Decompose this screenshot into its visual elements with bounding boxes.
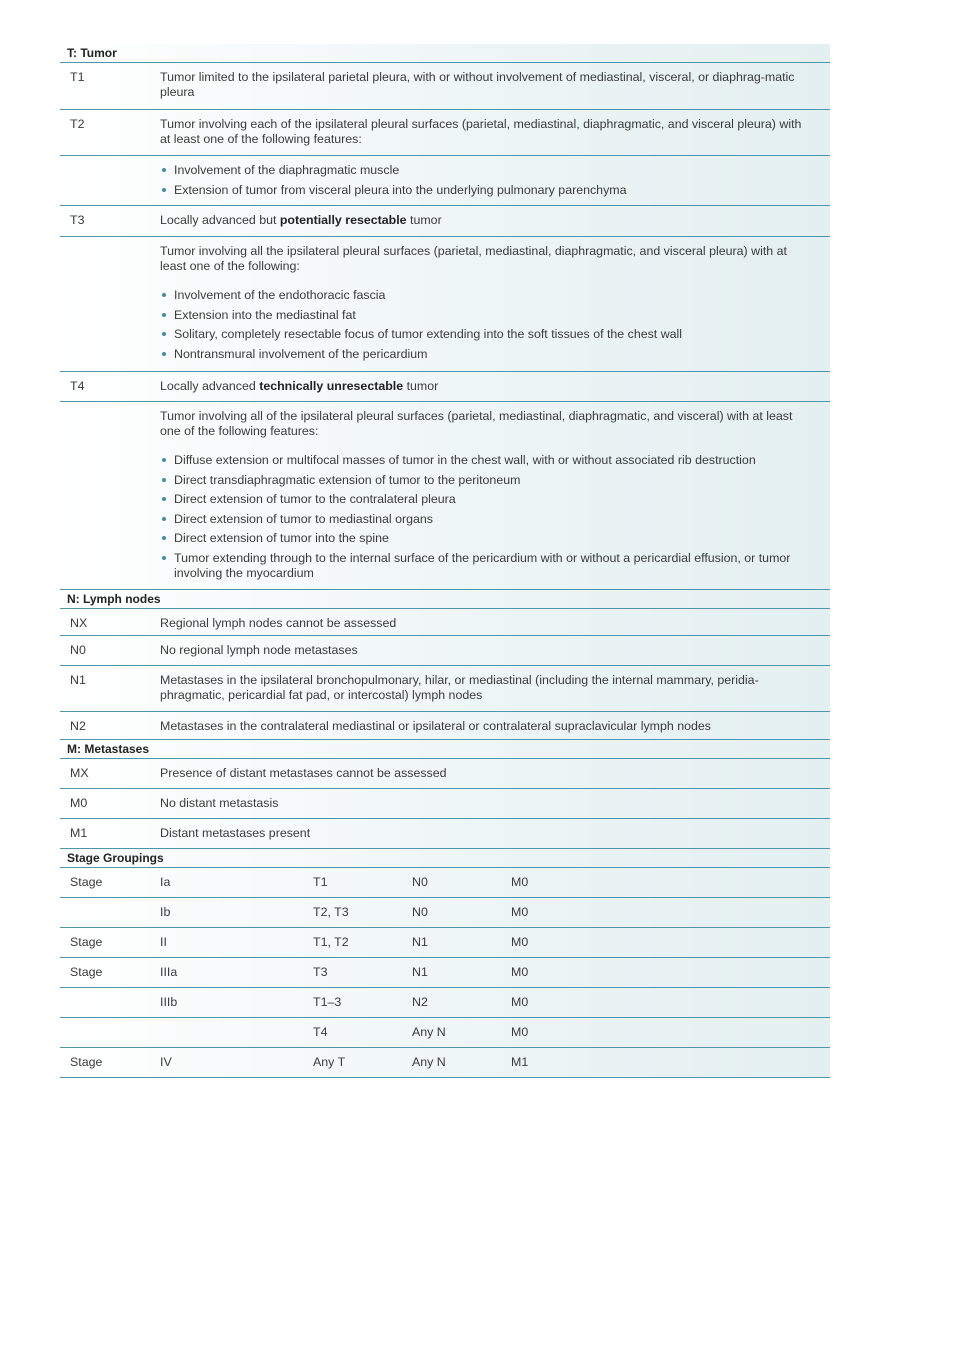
row-description: No distant metastasis xyxy=(160,796,279,810)
desc-emphasis: potentially resectable xyxy=(279,213,407,227)
row-code: M1 xyxy=(70,826,88,840)
stage-label: Stage xyxy=(70,1055,103,1069)
stage-m: M0 xyxy=(511,935,529,949)
table-row-stage xyxy=(60,898,830,928)
desc-emphasis: technically unresectable xyxy=(259,379,404,393)
stage-m: M0 xyxy=(511,1025,529,1039)
stage-name: II xyxy=(160,935,167,949)
row-code: N2 xyxy=(70,719,86,733)
table-row-stage xyxy=(60,958,830,988)
stage-t: T1–3 xyxy=(313,995,342,1009)
bullet-item: Direct extension of tumor into the spine xyxy=(160,531,814,546)
row-description xyxy=(160,213,814,228)
row-code: T3 xyxy=(70,213,85,227)
desc-text: Locally advanced xyxy=(160,379,260,393)
stage-name: IIIa xyxy=(160,965,178,979)
table-row-stage xyxy=(60,988,830,1018)
stage-n: N1 xyxy=(412,935,428,949)
table-row-n xyxy=(60,666,830,712)
bullet-list xyxy=(160,453,814,581)
table-row-t2 xyxy=(60,110,830,156)
row-description: Regional lymph nodes cannot be assessed xyxy=(160,616,397,630)
table-row-stage xyxy=(60,928,830,958)
stage-m: M0 xyxy=(511,995,529,1009)
table-row-stage xyxy=(60,1048,830,1078)
bullet-item: Direct transdiaphragmatic extension of tumor to the peritoneum xyxy=(160,473,814,488)
row-code: N1 xyxy=(70,673,86,687)
stage-t: T4 xyxy=(313,1025,328,1039)
table-row-t2-features xyxy=(60,156,830,206)
bullet-item: Extension of tumor from visceral pleura into the underlying pulmonary parenchyma xyxy=(160,183,814,198)
section-header-stage-groupings: Stage Groupings xyxy=(60,849,830,868)
row-description xyxy=(160,379,814,394)
stage-n: Any N xyxy=(412,1025,446,1039)
stage-n: N0 xyxy=(412,875,428,889)
stage-n: Any N xyxy=(412,1055,446,1069)
stage-m: M1 xyxy=(511,1055,529,1069)
section-header-tumor: T: Tumor xyxy=(60,44,830,63)
stage-m: M0 xyxy=(511,905,529,919)
stage-name: Ia xyxy=(160,875,171,889)
table-row-n xyxy=(60,609,830,636)
row-code: T4 xyxy=(70,379,85,393)
criteria-intro: Tumor involving all of the ipsilateral pleural surfaces (parietal, mediastinal, diaphragmatic, and visceral) with at least one of the following features: xyxy=(160,409,793,438)
row-description: Distant metastases present xyxy=(160,826,311,840)
row-description: No regional lymph node metastases xyxy=(160,643,358,657)
desc-text: Locally advanced but xyxy=(160,213,280,227)
criteria-intro: Tumor involving all the ipsilateral pleural surfaces (parietal, mediastinal, diaphragmatic, and visceral pleura) with at least one of the following: xyxy=(160,244,787,273)
staging-table xyxy=(60,44,830,1078)
row-code: N0 xyxy=(70,643,86,657)
bullet-list xyxy=(160,163,814,198)
desc-text: tumor xyxy=(403,379,439,393)
bullet-item: Extension into the mediastinal fat xyxy=(160,308,814,323)
bullet-item: Nontransmural involvement of the pericardium xyxy=(160,347,814,362)
row-description xyxy=(160,409,814,586)
stage-t: T1 xyxy=(313,875,328,889)
stage-name: IIIb xyxy=(160,995,178,1009)
stage-m: M0 xyxy=(511,965,529,979)
section-header-lymph-nodes: N: Lymph nodes xyxy=(60,590,830,609)
row-description: Presence of distant metastases cannot be assessed xyxy=(160,766,447,780)
bullet-item: Diffuse extension or multifocal masses of tumor in the chest wall, with or without associated rib destruction xyxy=(160,453,814,468)
stage-name: Ib xyxy=(160,905,171,919)
bullet-item: Direct extension of tumor to mediastinal organs xyxy=(160,512,814,527)
stage-n: N2 xyxy=(412,995,428,1009)
row-code: NX xyxy=(70,616,88,630)
table-row-t3-features xyxy=(60,237,830,372)
section-header-metastases: M: Metastases xyxy=(60,740,830,759)
row-description: Metastases in the contralateral mediastinal or ipsilateral or contralateral supraclavicular lymph nodes xyxy=(160,719,711,733)
table-row-t4-features xyxy=(60,402,830,590)
table-row-t4 xyxy=(60,372,830,402)
table-row-m xyxy=(60,819,830,849)
table-row-t3 xyxy=(60,206,830,237)
stage-m: M0 xyxy=(511,875,529,889)
stage-t: T1, T2 xyxy=(313,935,349,949)
table-row-stage xyxy=(60,1018,830,1048)
row-code: T1 xyxy=(70,70,85,84)
table-row-m xyxy=(60,759,830,789)
bullet-item: Involvement of the endothoracic fascia xyxy=(160,288,814,303)
table-row-n xyxy=(60,636,830,666)
row-description: Metastases in the ipsilateral bronchopulmonary, hilar, or mediastinal (including the internal mammary, peridia-phragmatic, pericardial fat pad, or intercostal) lymph nodes xyxy=(160,673,759,702)
table-row-n xyxy=(60,712,830,740)
row-description xyxy=(160,163,814,202)
stage-t: Any T xyxy=(313,1055,346,1069)
bullet-list xyxy=(160,288,814,362)
stage-label: Stage xyxy=(70,935,103,949)
stage-t: T3 xyxy=(313,965,328,979)
row-description xyxy=(160,244,814,366)
row-description: Tumor involving each of the ipsilateral pleural surfaces (parietal, mediastinal, diaphragmatic, and visceral pleura) with at least one of the following features: xyxy=(160,117,802,146)
bullet-item: Tumor extending through to the internal surface of the pericardium with or without a pericardial effusion, or tumor involving the myocardium xyxy=(160,551,814,581)
stage-n: N0 xyxy=(412,905,428,919)
stage-label: Stage xyxy=(70,875,103,889)
row-code: M0 xyxy=(70,796,88,810)
table-row-t1 xyxy=(60,63,830,110)
desc-text: tumor xyxy=(406,213,442,227)
bullet-item: Solitary, completely resectable focus of tumor extending into the soft tissues of the chest wall xyxy=(160,327,814,342)
table-row-stage xyxy=(60,868,830,898)
stage-t: T2, T3 xyxy=(313,905,349,919)
bullet-item: Direct extension of tumor to the contralateral pleura xyxy=(160,492,814,507)
row-code: T2 xyxy=(70,117,85,131)
stage-n: N1 xyxy=(412,965,428,979)
table-row-m xyxy=(60,789,830,819)
stage-label: Stage xyxy=(70,965,103,979)
row-code: MX xyxy=(70,766,89,780)
bullet-item: Involvement of the diaphragmatic muscle xyxy=(160,163,814,178)
stage-name: IV xyxy=(160,1055,172,1069)
row-description: Tumor limited to the ipsilateral parietal pleura, with or without involvement of mediastinal, visceral, or diaphrag-matic pleura xyxy=(160,70,795,99)
